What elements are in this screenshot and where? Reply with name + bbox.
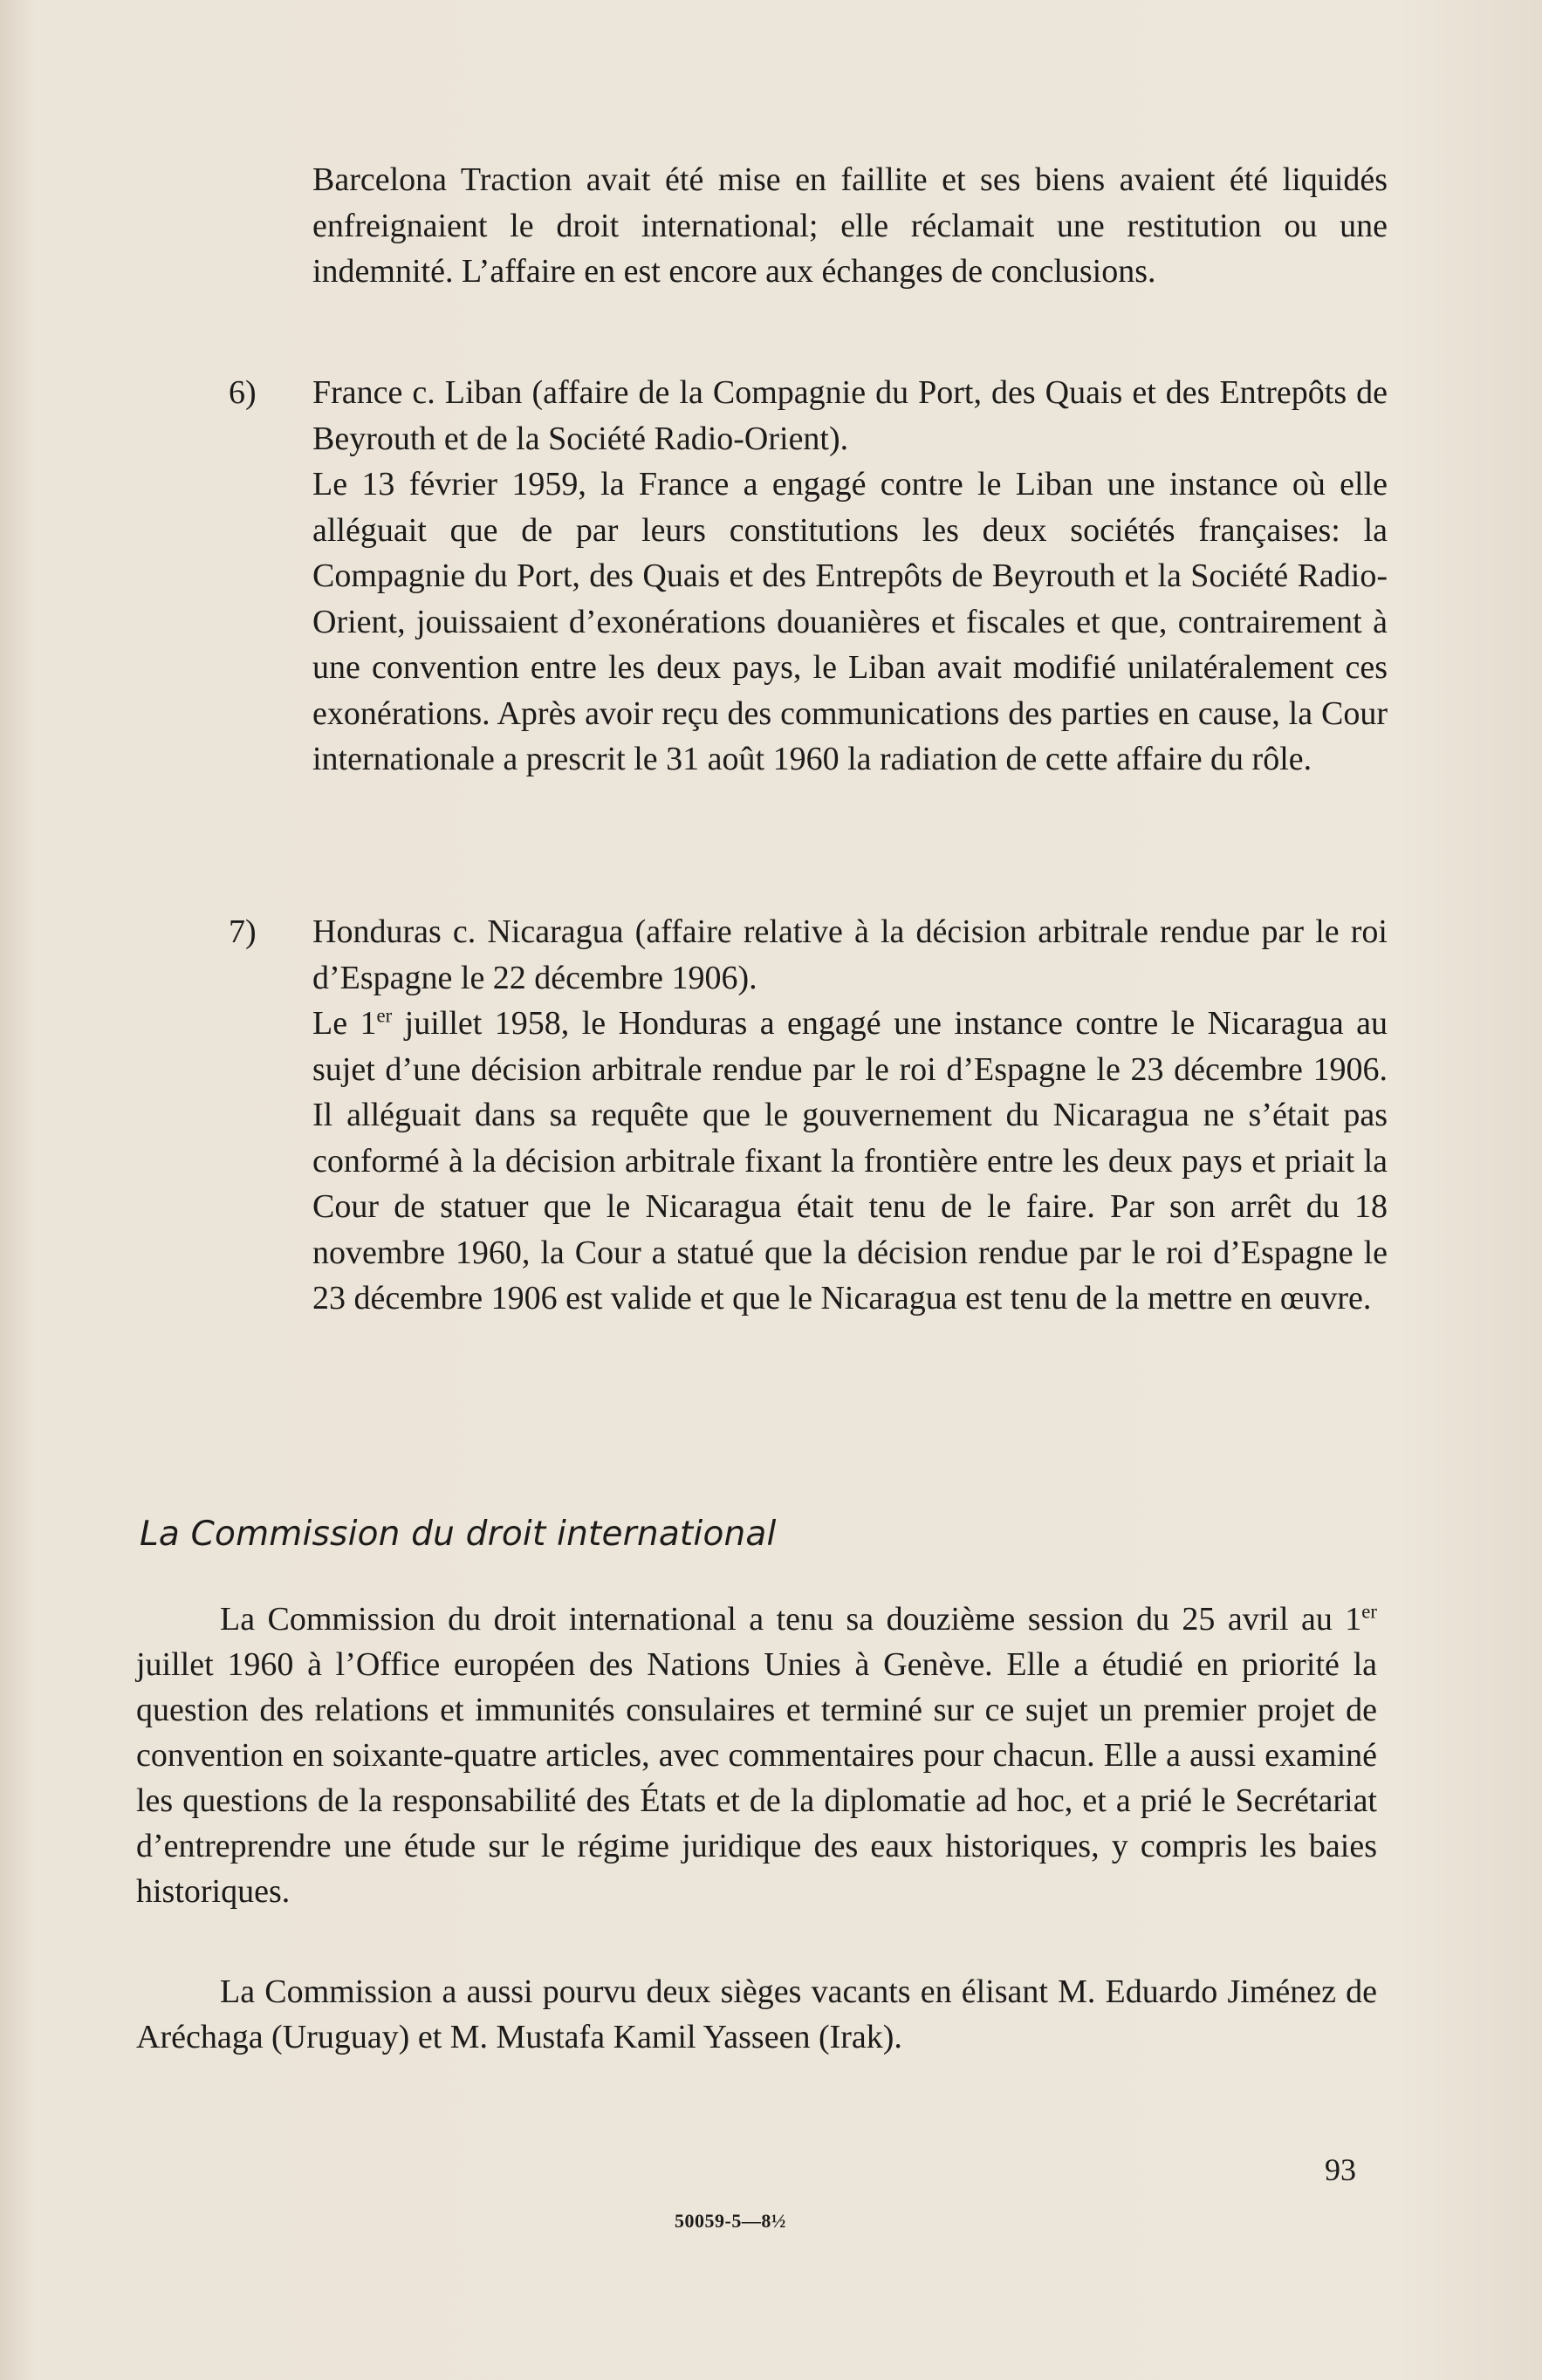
section-paragraph-2 — [136, 1969, 1377, 2060]
text-run: juillet 1960 à l’Office européen des Nations Unies à Genève. Elle a étudié en priorité la question des relations et immunités consulaires et terminé sur ce sujet un premier projet de convention en soixante-quatre articles, avec commentaires pour chacun. Elle a aussi examiné les questions de la responsabilité des États et de la diplomatie ad hoc, et a prié le Secrétariat d’entreprendre une étude sur le régime juridique des eaux historiques, y compris les baies historiques. — [136, 1646, 1377, 1910]
ordinal-superscript: er — [1361, 1600, 1377, 1623]
section-heading: La Commission du droit international — [140, 1515, 777, 1554]
continuation-paragraph: Barcelona Traction avait été mise en faillite et ses biens avaient été liquidés enfreignaient le droit international; elle réclamait une restitution ou une indemnité. L’affaire en est encore aux échanges de conclusions. — [312, 161, 1388, 290]
list-item-content — [312, 909, 1388, 1322]
print-code: 50059-5—8½ — [675, 2210, 786, 2232]
list-item-body — [312, 1001, 1388, 1322]
text-run: La Commission du droit international a tenu sa douzième session du 25 avril au 1 — [220, 1601, 1362, 1638]
page-number: 93 — [1325, 2152, 1356, 2187]
list-item-number: 7) — [229, 913, 257, 950]
list-item-7 — [229, 909, 1388, 1322]
list-item-body: Le 13 février 1959, la France a engagé contre le Liban une instance où elle alléguait que de par leurs constitutions les deux sociétés françaises: la Compagnie du Port, des Quais et des Entrepôts de Beyrouth et la Société Radio-Orient, jouissaient d’exonérations douanières et fiscales et que, contrairement à une convention entre les deux pays, le Liban avait modifié unilatéralement ces exonérations. Après avoir reçu des communications des parties en cause, la Cour internationale a prescrit le 31 août 1960 la radiation de cette affaire du rôle. — [312, 466, 1388, 777]
text-run: La Commission a aussi pourvu deux sièges vacants en élisant M. Eduardo Jiménez de Aréchaga (Uruguay) et M. Mustafa Kamil Yasseen (Irak). — [136, 1973, 1377, 2055]
text-run: juillet 1958, le Honduras a engagé une instance contre le Nicaragua au sujet d’une décision arbitrale rendue par le roi d’Espagne le 23 décembre 1906. Il alléguait dans sa requête que le gouvernement du Nicaragua ne s’était pas conformé à la décision arbitrale fixant la frontière entre les deux pays et priait la Cour de statuer que le Nicaragua était tenu de le faire. Par son arrêt du 18 novembre 1960, la Cour a statué que la décision rendue par le roi d’Espagne le 23 décembre 1906 est valide et que le Nicaragua est tenu de la mettre en œuvre. — [312, 1005, 1388, 1317]
list-item-content — [312, 370, 1388, 783]
list-item-6 — [229, 370, 1388, 783]
ordinal-superscript: er — [376, 1004, 393, 1027]
continuation-block — [229, 157, 1388, 295]
list-item-number: 6) — [229, 374, 257, 411]
text-run: Le 1 — [312, 1005, 377, 1042]
list-item-title: France c. Liban (affaire de la Compagnie du Port, des Quais et des Entrepôts de Beyrouth et de la Société Radio-Orient). — [312, 374, 1388, 457]
section-paragraph-1 — [136, 1597, 1377, 1914]
list-item-title: Honduras c. Nicaragua (affaire relative à la décision arbitrale rendue par le roi d’Espagne le 22 décembre 1906). — [312, 913, 1388, 996]
